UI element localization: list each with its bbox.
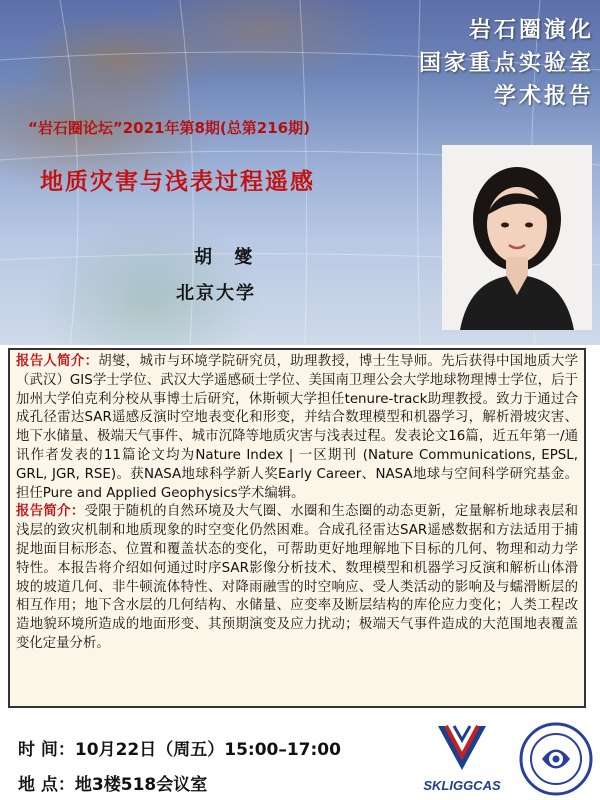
- logo1-text: SKLIGGCAS: [423, 778, 501, 793]
- place-value: 地3楼518会议室: [74, 775, 208, 795]
- abstract-paragraph: [16, 503, 578, 653]
- info-box: [8, 348, 586, 708]
- title-line-2: 国家重点实验室: [418, 51, 594, 76]
- place-label: 地 点：: [18, 775, 75, 795]
- iggcas-seal-logo: [518, 722, 594, 796]
- time-line: [18, 735, 341, 760]
- speaker-affiliation: 北京大学: [176, 283, 256, 304]
- talk-title: 地质灾害与浅表过程遥感: [40, 169, 315, 195]
- place-line: [18, 770, 207, 795]
- abstract-text: 受限于随机的自然环境及大气圈、水圈和生态圈的动态更新，定量解析地球表层和浅层的致灾机制和地质现象的时空变化仍然困难。合成孔径雷达SAR遥感数据和方法适用于捕捉地面目标形态、位置和覆盖状态的变化，可帮助更好地理解地下目标的几何、物理和动力学特性。本报告将介绍如何通过时序SAR影像分析技术、数理模型和机器学习反演和解析山体滑坡的坡道几何、非牛顿流体特性、对降雨融雪的时空响应、受人类活动的影响及与蠕滑断层的相互作用；地下含水层的几何结构、水储量、应变率及断层结构的库伦应力变化；人类工程改造地貌环境所造成的地面形变、其预期演变及应力扰动；极端天气事件造成的大范围地表覆盖变化定量分析。: [16, 504, 578, 651]
- skliggcas-logo: [416, 718, 508, 796]
- time-label: 时 间：: [18, 740, 75, 760]
- title-line-1: 岩石圈演化: [468, 18, 594, 43]
- time-value: 10月22日（周五）15:00–17:00: [74, 740, 341, 760]
- speaker-name: 胡 燮: [194, 247, 261, 268]
- abstract-label: 报告简介：: [16, 504, 85, 520]
- lab-title: [419, 14, 594, 113]
- bio-text: 胡燮，城市与环境学院研究员，助理教授，博士生导师。先后获得中国地质大学（武汉）GIS学士学位、武汉大学遥感硕士学位、美国南卫理公会大学地球物理博士学位，后于加州大学伯克利分校从事博士后研究，休斯顿大学担任tenure-track助理教授。致力于通过合成孔径雷达SAR遥感反演时空地表变化和形变，并结合数理模型和机器学习，解析滑坡灾害、地下水储量、极端天气事件、城市沉降等地质灾害与浅表过程。发表论文16篇，近五年第一/通讯作者发表的11篇论文均为Nature Index | 一区期刊 (Nature Communications, EPSL, GRL, JGR, RSE)。获NASA地球科学新人奖Early Career、NASA地球与空间科学研究基金。担任Pure and Applied Geophysics学术编辑。: [16, 354, 579, 501]
- bio-label: 报告人简介：: [16, 354, 99, 369]
- title-line-3: 学术报告: [493, 84, 594, 109]
- header-banner: [0, 0, 600, 345]
- speaker-photo: [442, 145, 592, 330]
- forum-issue: “岩石圈论坛”2021年第8期(总第216期): [28, 119, 310, 137]
- bio-paragraph: [16, 353, 578, 503]
